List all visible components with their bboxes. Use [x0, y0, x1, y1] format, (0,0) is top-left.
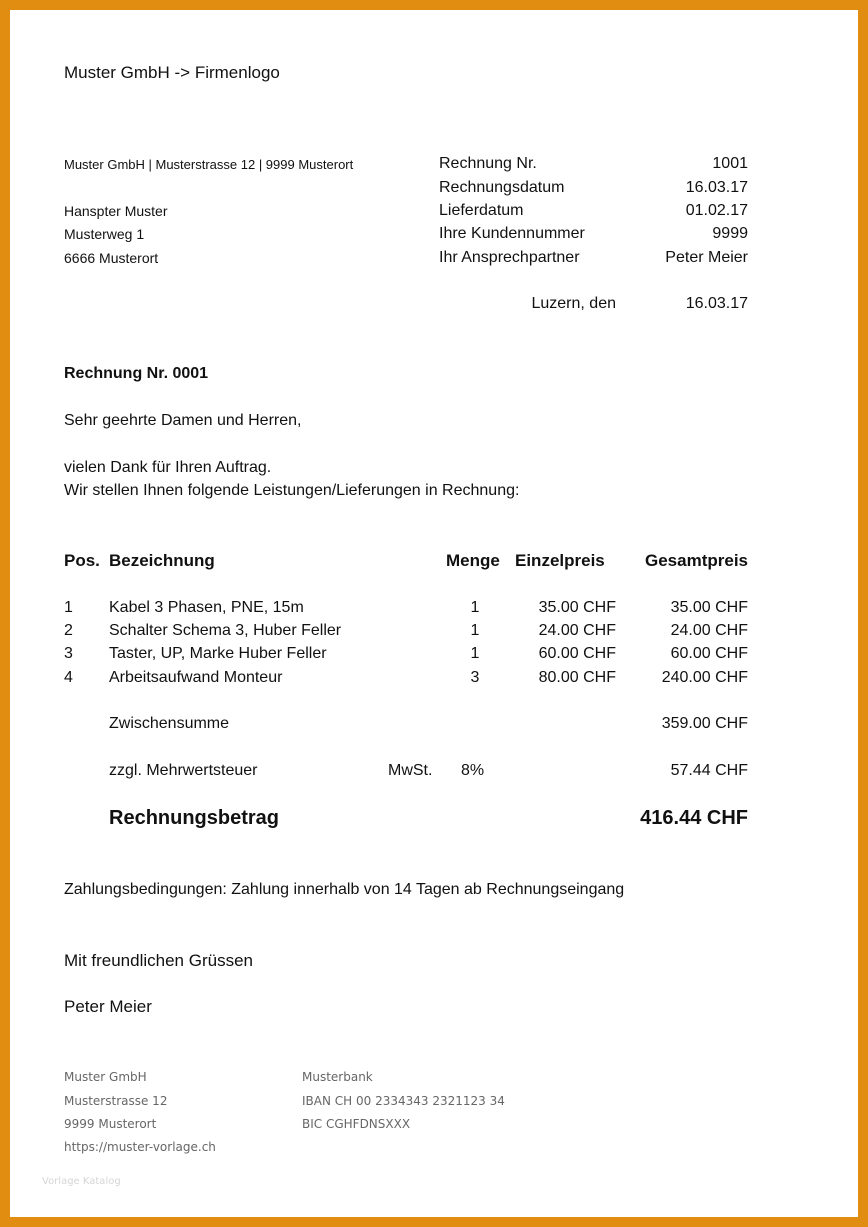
info-value: 01.02.17 — [685, 202, 748, 219]
invoice-date: 16.03.17 — [685, 295, 748, 312]
footer-website-link[interactable]: https://muster-vorlage.ch — [64, 1140, 216, 1154]
col-header-pos: Pos. — [64, 551, 100, 570]
row-unit: 80.00 CHF — [538, 669, 616, 686]
row-pos: 3 — [64, 645, 73, 662]
row-total: 35.00 CHF — [670, 599, 748, 616]
grand-total-value: 416.44 CHF — [640, 807, 748, 829]
info-label: Rechnungsdatum — [439, 179, 565, 196]
closing-greeting: Mit freundlichen Grüssen — [64, 951, 253, 970]
info-label: Rechnung Nr. — [439, 155, 537, 172]
grand-total-label: Rechnungsbetrag — [109, 807, 280, 829]
footer-company-line: 9999 Musterort — [64, 1117, 157, 1131]
info-value: 1001 — [712, 155, 748, 172]
row-desc: Taster, UP, Marke Huber Feller — [109, 645, 327, 662]
row-unit: 24.00 CHF — [538, 622, 616, 639]
subtotal-label: Zwischensumme — [109, 715, 230, 732]
footer-bank-line: BIC CGHFDNSXXX — [302, 1117, 411, 1131]
row-qty: 1 — [470, 622, 480, 639]
subtotal-value: 359.00 CHF — [661, 715, 748, 732]
vat-rate: 8% — [461, 762, 485, 779]
row-desc: Kabel 3 Phasen, PNE, 15m — [109, 599, 304, 616]
row-desc: Schalter Schema 3, Huber Feller — [109, 622, 342, 639]
col-header-desc: Bezeichnung — [109, 551, 215, 570]
watermark-text: Vorlage Katalog — [42, 1176, 121, 1187]
vat-label: zzgl. Mehrwertsteuer — [109, 762, 258, 779]
info-label: Ihre Kundennummer — [439, 225, 585, 242]
recipient-name: Hanspter Muster — [64, 203, 168, 219]
row-qty: 1 — [470, 599, 480, 616]
vat-value: 57.44 CHF — [670, 762, 748, 779]
info-label: Lieferdatum — [439, 202, 524, 219]
company-logo-placeholder: Muster GmbH -> Firmenlogo — [64, 63, 280, 82]
row-unit: 60.00 CHF — [538, 645, 616, 662]
row-total: 240.00 CHF — [661, 669, 748, 686]
footer-company-line: Muster GmbH — [64, 1070, 147, 1084]
col-header-total: Gesamtpreis — [645, 551, 748, 570]
footer-bank-line: Musterbank — [302, 1070, 373, 1084]
col-header-qty: Menge — [446, 551, 500, 570]
invoice-page — [10, 10, 858, 1217]
row-total: 24.00 CHF — [670, 622, 748, 639]
row-qty: 1 — [470, 645, 480, 662]
row-pos: 4 — [64, 669, 73, 686]
recipient-city: 6666 Musterort — [64, 250, 159, 266]
info-value: Peter Meier — [665, 249, 748, 266]
info-value: 9999 — [712, 225, 748, 242]
row-unit: 35.00 CHF — [538, 599, 616, 616]
row-pos: 1 — [64, 599, 73, 616]
row-pos: 2 — [64, 622, 73, 639]
invoice-title: Rechnung Nr. 0001 — [64, 365, 209, 382]
vat-abbr: MwSt. — [388, 762, 433, 779]
intro-line: vielen Dank für Ihren Auftrag. — [64, 459, 272, 476]
footer-company-line: Musterstrasse 12 — [64, 1094, 168, 1108]
row-desc: Arbeitsaufwand Monteur — [109, 669, 283, 686]
intro-line: Wir stellen Ihnen folgende Leistungen/Lieferungen in Rechnung: — [64, 482, 520, 499]
sender-line: Muster GmbH | Musterstrasse 12 | 9999 Musterort — [64, 157, 354, 172]
row-qty: 3 — [470, 669, 480, 686]
signature-name: Peter Meier — [64, 997, 152, 1016]
recipient-street: Musterweg 1 — [64, 226, 145, 242]
row-total: 60.00 CHF — [670, 645, 748, 662]
footer-bank-line: IBAN CH 00 2334343 2321123 34 — [302, 1094, 505, 1108]
payment-terms: Zahlungsbedingungen: Zahlung innerhalb von 14 Tagen ab Rechnungseingang — [64, 881, 625, 898]
col-header-unit: Einzelpreis — [515, 551, 605, 570]
info-label: Ihr Ansprechpartner — [439, 249, 580, 266]
place-label: Luzern, den — [531, 295, 616, 312]
salutation: Sehr geehrte Damen und Herren, — [64, 412, 302, 429]
info-value: 16.03.17 — [685, 179, 748, 196]
